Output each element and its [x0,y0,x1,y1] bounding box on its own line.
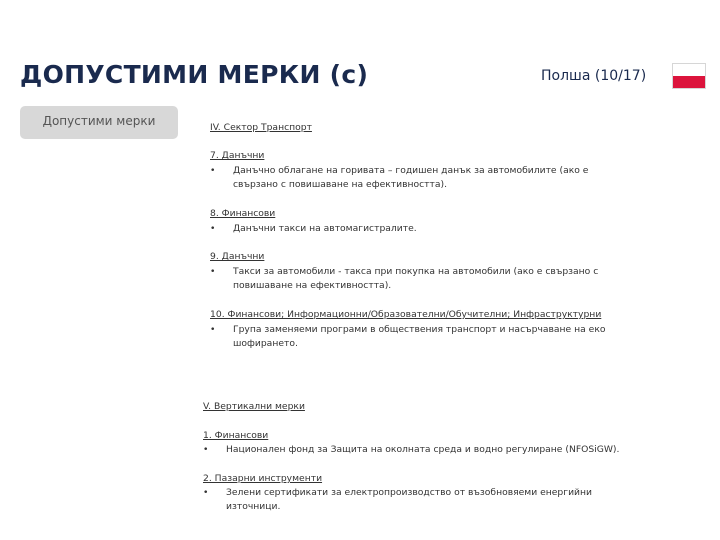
measure-text: Национален фонд за Защита на околната среда и водно регулиране (NFOSiGW). [226,444,620,455]
measure-text: източници. [226,501,281,512]
page-title: ДОПУСТИМИ МЕРКИ (с) [20,60,369,89]
measure-title: 7. Данъчни [210,150,265,161]
bullet-icon: • [210,324,216,335]
measure-text: шофирането. [233,338,298,349]
poland-flag-icon [672,63,706,89]
nav-tab-admissible-measures[interactable] [20,106,178,139]
flag-red-stripe [673,76,705,88]
measure-text: Група заменяеми програми в обществения транспорт и насърчаване на еко [233,324,606,335]
bullet-icon: • [210,165,216,176]
section-heading-transport: IV. Сектор Транспорт [210,122,312,133]
measure-title: 1. Финансови [203,430,269,441]
measure-text: Данъчни такси на автомагистралите. [233,223,417,234]
measure-text: свързано с повишаване на ефективността). [233,179,448,190]
measure-text: Такси за автомобили - такса при покупка на автомобили (ако е свързано с [233,266,599,277]
bullet-icon: • [203,487,209,498]
section-heading-vertical: V. Вертикални мерки [203,401,305,412]
bullet-icon: • [210,266,216,277]
nav-tab-label: Допустими мерки [42,114,156,128]
measure-title: 9. Данъчни [210,251,265,262]
measure-text: повишаване на ефективността). [233,280,392,291]
flag-white-stripe [673,64,705,76]
measure-text: Зелени сертификати за електропроизводство от възобновяеми енергийни [226,487,593,498]
bullet-icon: • [210,223,216,234]
country-label: Полша (10/17) [541,68,647,84]
measure-title: 2. Пазарни инструменти [203,473,323,484]
measure-title: 8. Финансови [210,208,276,219]
measure-text: Данъчно облагане на горивата – годишен данък за автомобилите (ако е [233,165,589,176]
bullet-icon: • [203,444,209,455]
measure-title: 10. Финансови; Информационни/Образователни/Обучителни; Инфраструктурни [210,309,602,320]
